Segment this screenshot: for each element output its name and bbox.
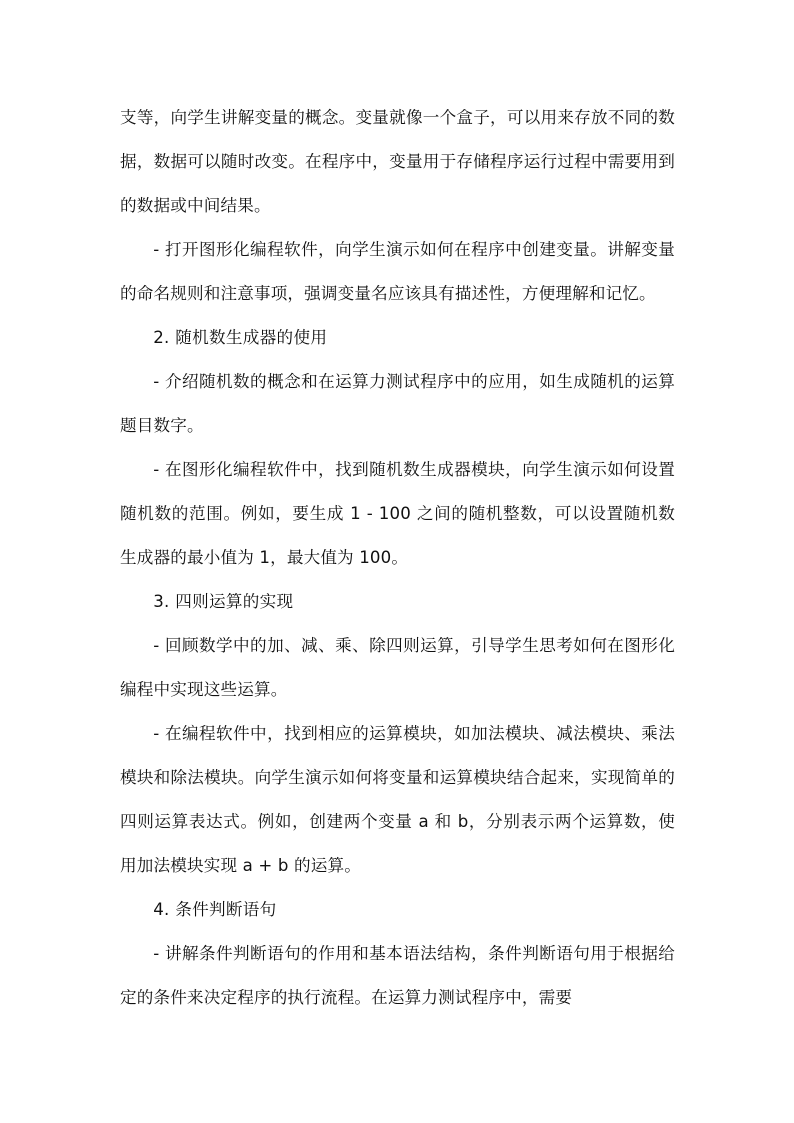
section-heading-random: 2. 随机数生成器的使用	[153, 328, 328, 347]
paragraph-random-concept: - 介绍随机数的概念和在运算力测试程序中的应用，如生成随机的运算题目数字。	[120, 372, 675, 435]
paragraph-conditional: - 讲解条件判断语句的作用和基本语法结构，条件判断语句用于根据给定的条件来决定程序的执行流程。在运算力测试程序中，需要	[120, 944, 675, 1007]
paragraph-random-range: - 在图形化编程软件中，找到随机数生成器模块，向学生演示如何设置随机数的范围。例如，要生成 1 - 100 之间的随机整数，可以设置随机数生成器的最小值为 1，最大值为 100。	[120, 460, 675, 567]
section-heading-conditional: 4. 条件判断语句	[153, 900, 277, 919]
paragraph-arithmetic-modules: - 在编程软件中，找到相应的运算模块，如加法模块、减法模块、乘法模块和除法模块。向学生演示如何将变量和运算模块结合起来，实现简单的四则运算表达式。例如，创建两个变量 a 和 b，分别表示两个运算数，使用加法模块实现 a + b 的运算。	[120, 724, 675, 875]
section-heading-arithmetic: 3. 四则运算的实现	[153, 592, 294, 611]
paragraph-create-variable: - 打开图形化编程软件，向学生演示如何在程序中创建变量。讲解变量的命名规则和注意事项，强调变量名应该具有描述性，方便理解和记忆。	[120, 240, 675, 303]
paragraph-variable-concept: 支等，向学生讲解变量的概念。变量就像一个盒子，可以用来存放不同的数据，数据可以随时改变。在程序中，变量用于存储程序运行过程中需要用到的数据或中间结果。	[120, 108, 675, 215]
document-page	[120, 96, 675, 1020]
paragraph-arithmetic-review: - 回顾数学中的加、减、乘、除四则运算，引导学生思考如何在图形化编程中实现这些运算。	[120, 636, 675, 699]
